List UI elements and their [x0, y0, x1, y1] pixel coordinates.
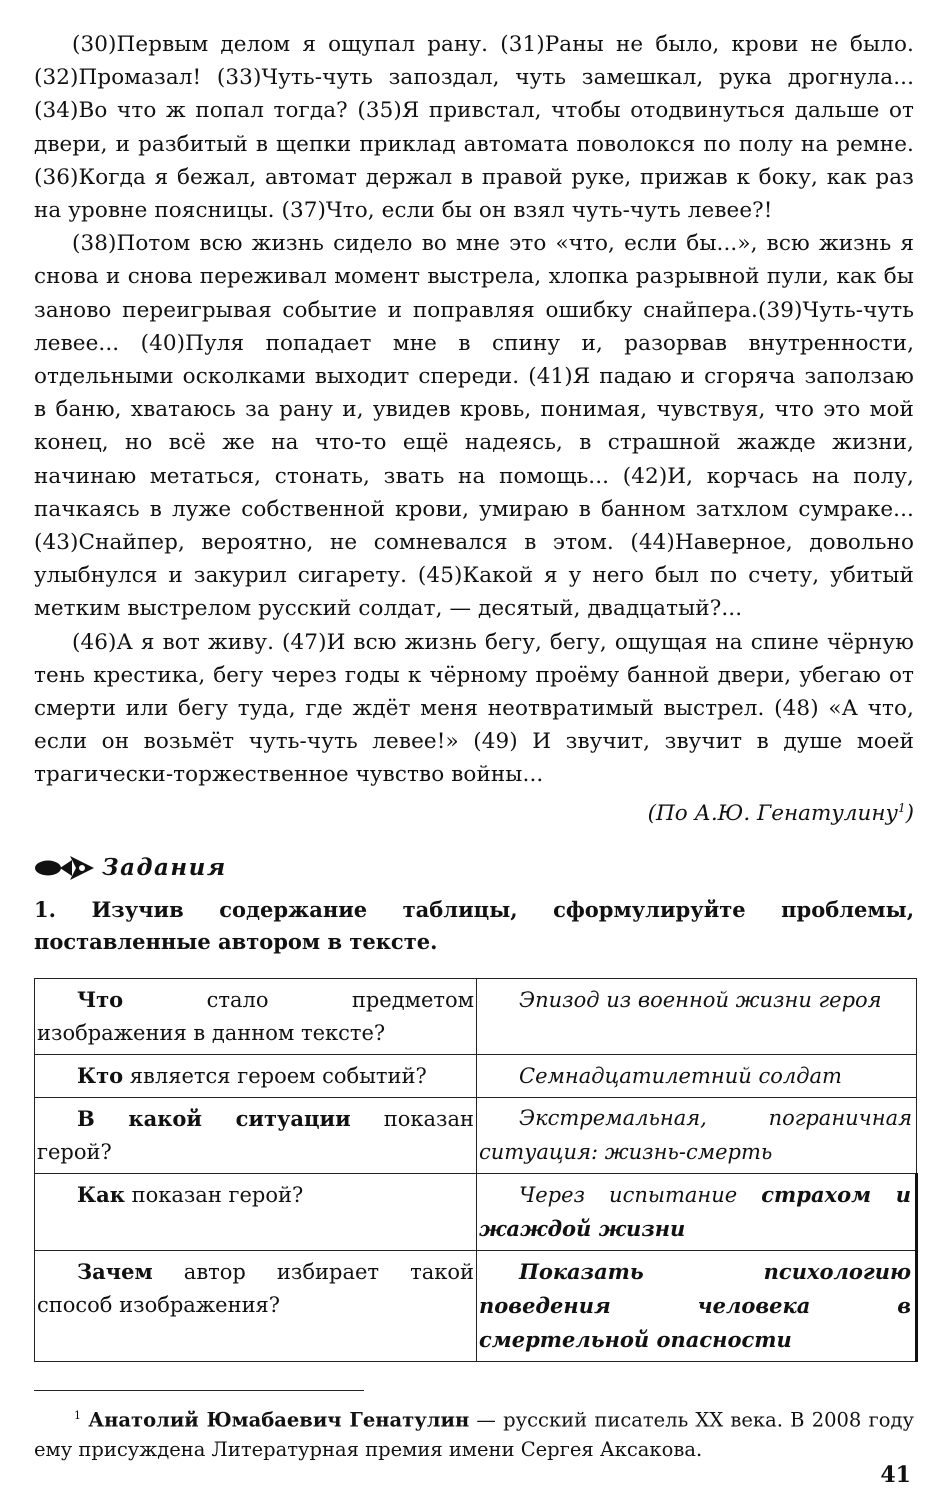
table-answer [477, 978, 917, 1054]
table-row [35, 1097, 917, 1173]
question-keyword: В какой ситуации [77, 1105, 351, 1131]
question-text: стало предметом изображения в данном тексте? [37, 987, 474, 1045]
answer-bold-text: Показать психологию поведения человека в смертельной опасности [479, 1258, 911, 1352]
attribution-close: ) [905, 800, 914, 826]
question-keyword: Что [77, 986, 124, 1012]
attribution-footnote-mark: 1 [897, 800, 906, 815]
tasks-header [34, 848, 914, 888]
answer-text: Экстремальная, пограничная ситуация: жизнь-смерть [479, 1105, 912, 1164]
table-answer [477, 1250, 917, 1361]
question-keyword: Как [77, 1181, 125, 1207]
question-text: показан герой? [37, 1106, 474, 1164]
attribution-text: (По А.Ю. Генатулину [647, 800, 898, 826]
question-text: показан герой? [124, 1182, 304, 1207]
table-question [35, 1097, 477, 1173]
question-text: автор избирает такой способ изображения? [37, 1259, 474, 1317]
tasks-title: Задания [102, 854, 227, 882]
answer-text: Через испытание [519, 1182, 762, 1207]
textbook-page [34, 28, 914, 1465]
footnote-divider [34, 1390, 364, 1391]
text-paragraph-1: (30)Первым делом я ощупал рану. (31)Раны не было, крови не было. (32)Промазал! (33)Чуть-чуть запоздал, чуть замешкал, рука дрогнула... (34)Во что ж попал тогда? (35)Я привстал, чтобы отодвинуться дальше от двери, и разбитый в щепки приклад автомата поволокся по полу на ремне. (36)Когда я бежал, автомат держал в правой руке, прижав к боку, как раз на уровне поясницы. (37)Что, если бы он взял чуть-чуть левее?! [34, 32, 914, 224]
footnote-text: — русский писатель XX века. В 2008 году ему присуждена Литературная премия имени Сергея Аксакова. [34, 1408, 914, 1462]
table-question [35, 1173, 477, 1250]
question-keyword: Кто [77, 1062, 124, 1088]
table-answer [477, 1097, 917, 1173]
footnote-mark: 1 [74, 1408, 81, 1422]
table-row [35, 1250, 917, 1361]
text-paragraph-3: (46)А я вот живу. (47)И всю жизнь бегу, бегу, ощущая на спине чёрную тень крестика, бегу через годы к чёрному проёму банной двери, убегаю от смерти или бегу туда, где ждёт меня неотвратимый выстрел. (48) «А что, если он возьмёт чуть-чуть левее!» (49) И звучит, звучит в душе моей трагически-торжественное чувство войны... [34, 629, 914, 788]
text-paragraph-2: (38)Потом всю жизнь сидело во мне это «что, если бы...», всю жизнь я снова и снова переживал момент выстрела, хлопка разрывной пули, как бы заново переигрывая событие и поправляя ошибку снайпера.(39)Чуть-чуть левее... (40)Пуля попадает мне в спину и, разорвав внутренности, отдельными осколками выходит спереди. (41)Я падаю и сгоряча заползаю в баню, хватаюсь за рану и, увидев кровь, понимая, чувствуя, что это мой конец, но всё же на что-то ещё надеясь, в страшной жажде жизни, начинаю метаться, стонать, звать на помощь... (42)И, корчась на полу, пачкаясь в луже собственной крови, умираю в банном затхлом сумраке... (43)Снайпер, вероятно, не сомневался в этом. (44)Наверное, довольно улыбнулся и закурил сигарету. (45)Какой я у него был по счету, убитый метким выстрелом русский солдат, — десятый, двадцатый?... [34, 231, 914, 622]
footnote [34, 1401, 914, 1466]
answer-text: Эпизод из военной жизни героя [519, 987, 882, 1012]
table-answer [477, 1173, 917, 1250]
page-number: 41 [880, 1462, 911, 1488]
analysis-table [34, 978, 918, 1362]
table-row [35, 978, 917, 1054]
table-question [35, 978, 477, 1054]
footnote-author-name: Анатолий Юмабаевич Генатулин [88, 1408, 470, 1432]
pen-pointer-icon [34, 852, 96, 884]
table-answer [477, 1054, 917, 1097]
answer-bold-text: страхом и жаждой жизни [479, 1181, 912, 1241]
table-question [35, 1250, 477, 1361]
question-keyword: Зачем [77, 1258, 153, 1284]
table-question [35, 1054, 477, 1097]
question-text: является героем событий? [123, 1063, 427, 1088]
attribution [34, 792, 914, 830]
table-row [35, 1054, 917, 1097]
table-row [35, 1173, 917, 1250]
answer-text: Семнадцатилетний солдат [519, 1063, 842, 1088]
task-1: 1. Изучив содержание таблицы, сформулируйте проблемы, поставленные автором в тексте. [34, 896, 914, 954]
